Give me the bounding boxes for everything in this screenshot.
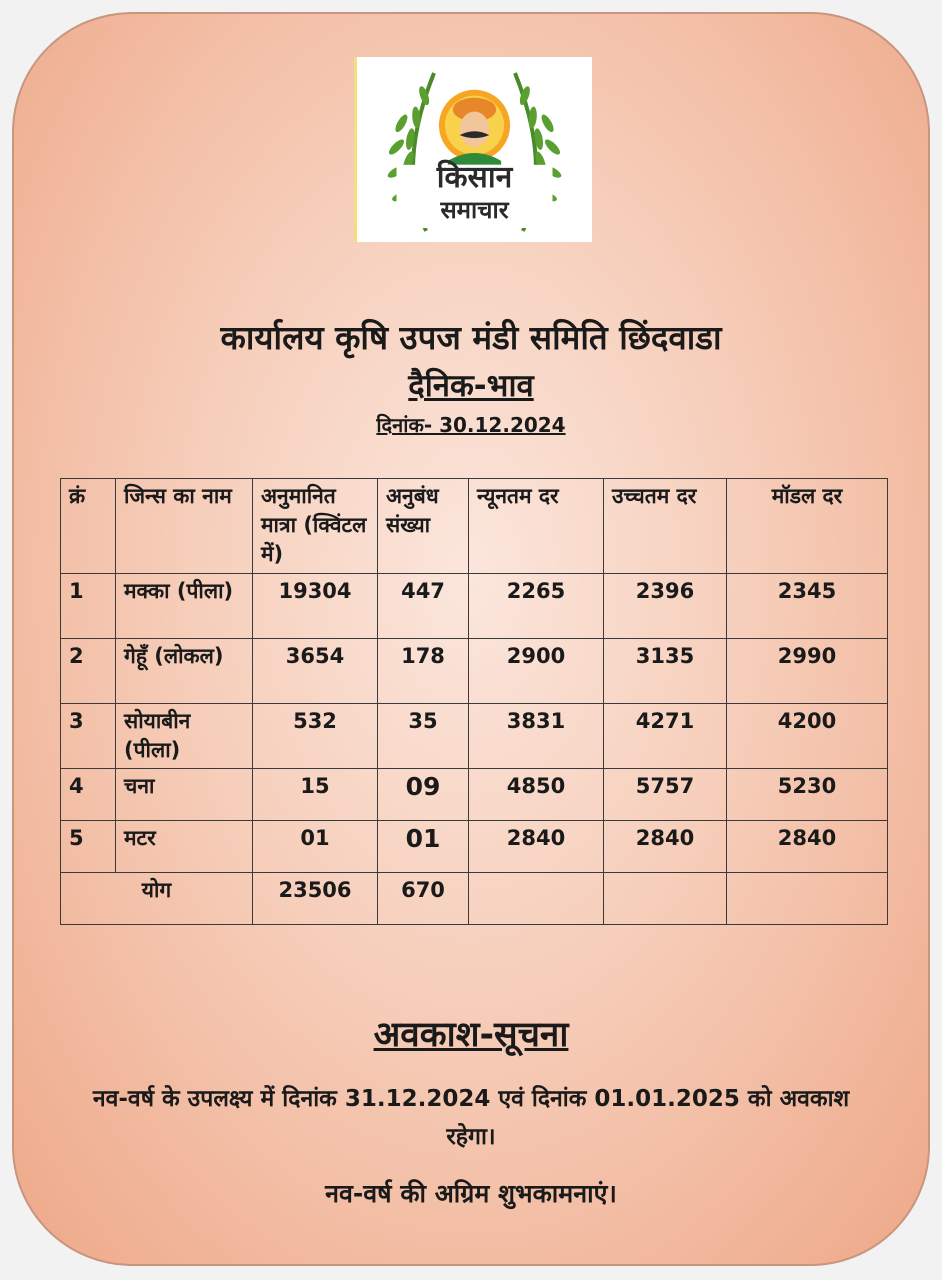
total-label: योग: [61, 873, 253, 925]
table-row: [61, 769, 888, 821]
header-modal-rate: मॉडल दर: [727, 479, 888, 574]
cell-max: 2396: [604, 574, 727, 639]
table-row: [61, 704, 888, 769]
cell-modal: 2990: [727, 639, 888, 704]
cell-modal: 2345: [727, 574, 888, 639]
cell-min: 2265: [469, 574, 604, 639]
cell-modal: 5230: [727, 769, 888, 821]
cell-count: 35: [378, 704, 469, 769]
cell-sn: 3: [61, 704, 116, 769]
header-min-rate: न्यूनतम दर: [469, 479, 604, 574]
page-subtitle: दैनिक-भाव: [408, 368, 534, 404]
cell-max: 4271: [604, 704, 727, 769]
cell-name: मटर: [116, 821, 253, 873]
cell-qty: 3654: [253, 639, 378, 704]
cell-modal: 2840: [727, 821, 888, 873]
table-total-row: [61, 873, 888, 925]
report-date: दिनांक- 30.12.2024: [376, 413, 566, 437]
cell-count: 447: [378, 574, 469, 639]
total-count: 670: [378, 873, 469, 925]
logo-text-kisan: किसान: [436, 160, 513, 195]
cell-qty: 532: [253, 704, 378, 769]
header-name: जिन्स का नाम: [116, 479, 253, 574]
table-row: [61, 821, 888, 873]
cell-modal: 4200: [727, 704, 888, 769]
cell-max: 3135: [604, 639, 727, 704]
cell-sn: 5: [61, 821, 116, 873]
holiday-notice-heading: अवकाश-सूचना: [373, 1015, 569, 1055]
kisan-samachar-logo: [354, 57, 592, 242]
notice-card: [12, 12, 930, 1266]
cell-qty: 15: [253, 769, 378, 821]
cell-name: चना: [116, 769, 253, 821]
cell-min: 2840: [469, 821, 604, 873]
logo-text-samachar: समाचार: [440, 196, 509, 224]
header-qty: अनुमानित मात्रा (क्विंटल में): [253, 479, 378, 574]
page-title: कार्यालय कृषि उपज मंडी समिति छिंदवाडा: [220, 318, 722, 357]
cell-sn: 2: [61, 639, 116, 704]
new-year-wishes: नव-वर्ष की अग्रिम शुभकामनाएं।: [325, 1179, 617, 1208]
holiday-notice-text: नव-वर्ष के उपलक्ष्य में दिनांक 31.12.2024 एवं दिनांक 01.01.2025 को अवकाश रहेगा।: [92, 1086, 850, 1150]
cell-max: 5757: [604, 769, 727, 821]
cell-count: 01: [378, 821, 469, 873]
total-qty: 23506: [253, 873, 378, 925]
table-header-row: [61, 479, 888, 574]
cell-max: 2840: [604, 821, 727, 873]
market-rates-table: [60, 478, 888, 925]
cell-name: मक्का (पीला): [116, 574, 253, 639]
header-sn: क्रं: [61, 479, 116, 574]
cell-empty: [604, 873, 727, 925]
cell-count: 178: [378, 639, 469, 704]
cell-count: 09: [378, 769, 469, 821]
cell-min: 4850: [469, 769, 604, 821]
cell-qty: 01: [253, 821, 378, 873]
cell-name: गेहूँ (लोकल): [116, 639, 253, 704]
cell-name: सोयाबीन (पीला): [116, 704, 253, 769]
cell-empty: [469, 873, 604, 925]
cell-empty: [727, 873, 888, 925]
table-row: [61, 574, 888, 639]
cell-qty: 19304: [253, 574, 378, 639]
cell-min: 3831: [469, 704, 604, 769]
cell-sn: 4: [61, 769, 116, 821]
header-max-rate: उच्चतम दर: [604, 479, 727, 574]
cell-min: 2900: [469, 639, 604, 704]
table-row: [61, 639, 888, 704]
cell-sn: 1: [61, 574, 116, 639]
header-count: अनुबंध संख्या: [378, 479, 469, 574]
